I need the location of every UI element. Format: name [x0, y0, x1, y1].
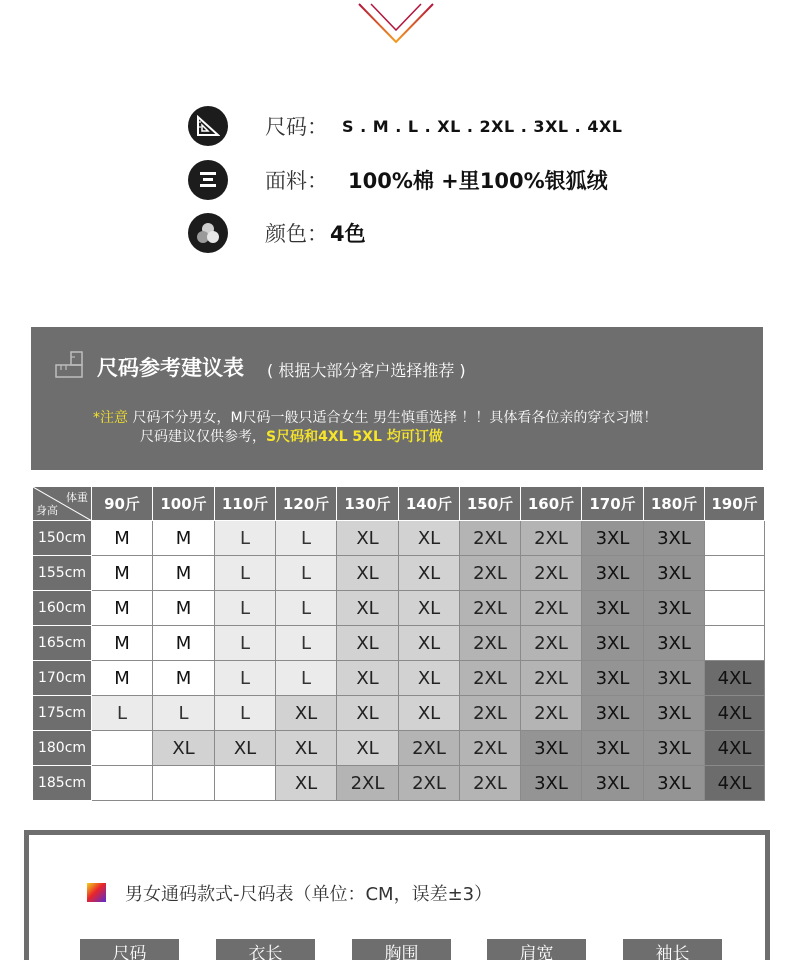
size-cell: 3XL: [644, 766, 705, 801]
note-text: 尺码不分男女，M尺码一般只适合女生 男生慎重选择 ！！具体看各位亲的穿衣习惯！: [128, 410, 658, 426]
size-cell: XL: [399, 626, 460, 661]
table-row: [33, 521, 765, 556]
size-cell: 3XL: [582, 731, 644, 766]
table-corner-cell: [33, 487, 92, 521]
weight-header-cell: 190斤: [705, 487, 765, 521]
spec-size-value: S . M . L . XL . 2XL . 3XL . 4XL: [342, 116, 623, 136]
corner-weight-label: 体重: [66, 491, 88, 504]
size-chart-panel: [24, 830, 770, 960]
spec-fabric-row: [188, 160, 608, 200]
table-row: [33, 661, 765, 696]
size-cell: 3XL: [644, 556, 705, 591]
size-cell: XL: [276, 731, 337, 766]
size-cell: XL: [399, 521, 460, 556]
size-cell: 2XL: [460, 696, 521, 731]
column-header-shoulder: 肩宽: [487, 939, 586, 960]
table-row: [33, 731, 765, 766]
size-cell: 3XL: [521, 731, 582, 766]
weight-header-cell: 180斤: [644, 487, 705, 521]
size-guide-banner: [31, 327, 763, 470]
column-header-length: 衣长: [216, 939, 315, 960]
size-cell: M: [153, 661, 215, 696]
size-cell: [92, 731, 153, 766]
size-cell: [153, 766, 215, 801]
size-cell: M: [92, 556, 153, 591]
size-cell: L: [153, 696, 215, 731]
size-cell: M: [92, 591, 153, 626]
weight-header-cell: 150斤: [460, 487, 521, 521]
spec-color-row: [188, 213, 366, 253]
table-row: [33, 556, 765, 591]
size-cell: [705, 521, 765, 556]
ruler-icon: [55, 351, 83, 379]
size-cell: L: [92, 696, 153, 731]
size-cell: [705, 626, 765, 661]
banner-note-line1: [93, 407, 657, 427]
size-cell: L: [215, 626, 276, 661]
size-cell: 2XL: [521, 661, 582, 696]
size-cell: [92, 766, 153, 801]
size-cell: M: [92, 626, 153, 661]
size-cell: M: [153, 521, 215, 556]
size-cell: M: [153, 591, 215, 626]
size-cell: M: [92, 661, 153, 696]
size-cell: 3XL: [582, 521, 644, 556]
spec-fabric-value: 100%棉 +里100%银狐绒: [348, 169, 608, 193]
column-header-chest: 胸围: [352, 939, 451, 960]
size-cell: XL: [337, 521, 399, 556]
column-header-size: 尺码: [80, 939, 179, 960]
size-cell: 3XL: [644, 661, 705, 696]
weight-header-cell: 140斤: [399, 487, 460, 521]
size-cell: 2XL: [460, 731, 521, 766]
weight-header-cell: 90斤: [92, 487, 153, 521]
size-cell: 2XL: [521, 521, 582, 556]
size-cell: XL: [337, 696, 399, 731]
note-prefix: *注意: [93, 410, 128, 426]
table-row: [33, 591, 765, 626]
size-cell: 3XL: [582, 766, 644, 801]
size-cell: 4XL: [705, 661, 765, 696]
weight-header-cell: 110斤: [215, 487, 276, 521]
size-cell: 2XL: [337, 766, 399, 801]
weight-header-cell: 120斤: [276, 487, 337, 521]
banner-title: 尺码参考建议表: [97, 356, 244, 380]
chevron-down-icon: [357, 0, 435, 46]
size-cell: 2XL: [399, 731, 460, 766]
size-cell: L: [276, 521, 337, 556]
note-highlight: S尺码和4XL 5XL 均可订做: [266, 429, 443, 445]
size-cell: XL: [337, 556, 399, 591]
size-cell: L: [215, 661, 276, 696]
spec-fabric-label: 面料：: [265, 169, 328, 193]
size-cell: XL: [399, 591, 460, 626]
size-cell: L: [215, 591, 276, 626]
height-header-cell: 150cm: [33, 521, 92, 556]
ruler-triangle-icon: [188, 106, 228, 146]
size-cell: XL: [337, 591, 399, 626]
table-row: [33, 626, 765, 661]
size-cell: 3XL: [582, 661, 644, 696]
size-cell: XL: [399, 661, 460, 696]
height-header-cell: 170cm: [33, 661, 92, 696]
banner-subtitle: ( 根据大部分客户选择推荐 ): [267, 361, 466, 380]
spec-color-label: 颜色：: [265, 222, 328, 246]
size-cell: L: [276, 556, 337, 591]
banner-note-line2: [140, 426, 443, 446]
size-cell: L: [215, 696, 276, 731]
size-cell: 2XL: [460, 626, 521, 661]
size-cell: 2XL: [460, 766, 521, 801]
size-cell: 3XL: [582, 591, 644, 626]
table-row: [33, 766, 765, 801]
spec-size-label: 尺码：: [265, 115, 328, 139]
size-cell: 4XL: [705, 766, 765, 801]
corner-height-label: 身高: [36, 504, 58, 517]
size-cell: L: [276, 626, 337, 661]
size-cell: 3XL: [644, 521, 705, 556]
size-recommendation-table: [32, 486, 765, 801]
size-cell: [215, 766, 276, 801]
size-cell: L: [215, 521, 276, 556]
size-cell: 3XL: [644, 731, 705, 766]
size-chart-title: 男女通码款式-尺码表（单位：CM，误差±3）: [125, 884, 493, 905]
size-cell: M: [153, 556, 215, 591]
size-cell: 3XL: [644, 591, 705, 626]
height-header-cell: 160cm: [33, 591, 92, 626]
size-cell: 2XL: [521, 591, 582, 626]
size-cell: 3XL: [644, 626, 705, 661]
size-cell: L: [215, 556, 276, 591]
size-cell: 4XL: [705, 731, 765, 766]
size-cell: 2XL: [521, 626, 582, 661]
size-cell: 4XL: [705, 696, 765, 731]
size-cell: 2XL: [521, 556, 582, 591]
height-header-cell: 165cm: [33, 626, 92, 661]
size-cell: 3XL: [582, 626, 644, 661]
weight-header-cell: 160斤: [521, 487, 582, 521]
size-cell: 2XL: [460, 591, 521, 626]
height-header-cell: 180cm: [33, 731, 92, 766]
table-row: [33, 696, 765, 731]
size-cell: [705, 556, 765, 591]
size-cell: 3XL: [521, 766, 582, 801]
note-text-2: 尺码建议仅供参考，: [140, 429, 266, 445]
size-cell: 3XL: [582, 556, 644, 591]
size-cell: XL: [337, 661, 399, 696]
height-header-cell: 155cm: [33, 556, 92, 591]
size-cell: XL: [399, 696, 460, 731]
size-cell: [705, 591, 765, 626]
fabric-layers-icon: [188, 160, 228, 200]
size-cell: XL: [399, 556, 460, 591]
height-header-cell: 175cm: [33, 696, 92, 731]
size-cell: 2XL: [399, 766, 460, 801]
color-circles-icon: [188, 213, 228, 253]
size-cell: M: [153, 626, 215, 661]
size-cell: 2XL: [460, 556, 521, 591]
size-cell: 2XL: [460, 521, 521, 556]
size-cell: XL: [337, 731, 399, 766]
size-cell: 2XL: [521, 696, 582, 731]
size-cell: 3XL: [644, 696, 705, 731]
weight-header-cell: 170斤: [582, 487, 644, 521]
weight-header-cell: 100斤: [153, 487, 215, 521]
column-header-sleeve: 袖长: [623, 939, 722, 960]
spec-size-row: [188, 106, 622, 146]
height-header-cell: 185cm: [33, 766, 92, 801]
size-cell: 3XL: [582, 696, 644, 731]
size-cell: XL: [276, 766, 337, 801]
size-cell: XL: [215, 731, 276, 766]
gradient-square-icon: [87, 883, 106, 902]
size-cell: XL: [276, 696, 337, 731]
size-cell: M: [92, 521, 153, 556]
weight-header-cell: 130斤: [337, 487, 399, 521]
spec-color-value: 4色: [330, 222, 366, 246]
weight-header-row: [33, 487, 765, 521]
size-cell: XL: [153, 731, 215, 766]
size-cell: 2XL: [460, 661, 521, 696]
size-cell: L: [276, 591, 337, 626]
size-cell: XL: [337, 626, 399, 661]
size-cell: L: [276, 661, 337, 696]
